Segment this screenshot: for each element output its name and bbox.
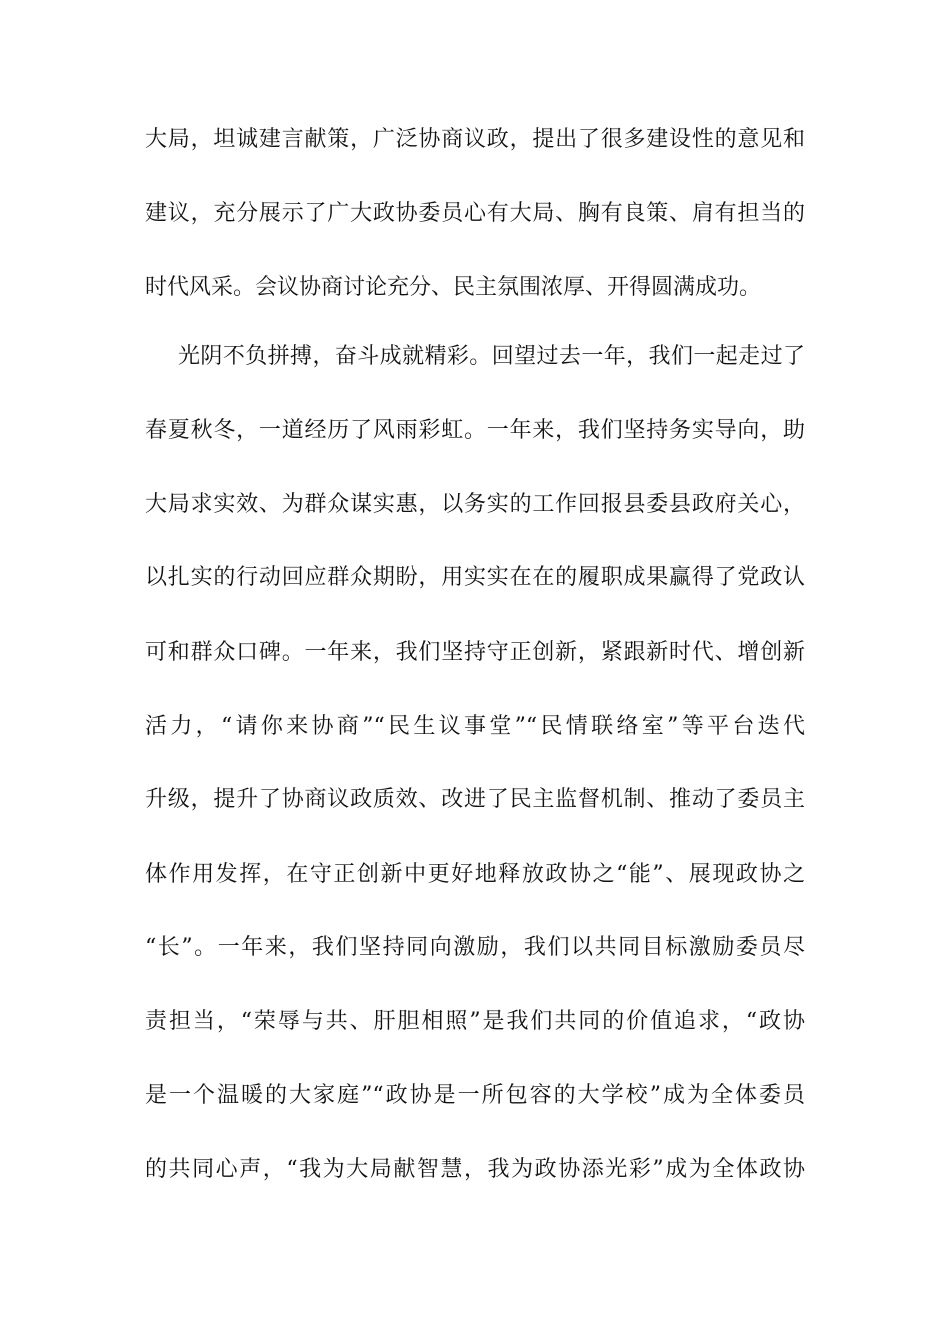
text-line: 春夏秋冬，一道经历了风雨彩虹。一年来，我们坚持务实导向，助 [145,418,805,443]
paragraph-first-line: 光阴不负拼搏，奋斗成就精彩。回望过去一年，我们一起走过了 [178,344,805,369]
text-line: 大局求实效、为群众谋实惠，以务实的工作回报县委县政府关心， [145,492,805,517]
text-line: 是一个温暖的大家庭”“政协是一所包容的大学校”成为全体委员 [145,1083,805,1108]
text-line: 的共同心声，“我为大局献智慧，我为政协添光彩”成为全体政协 [145,1157,805,1182]
text-line: 建议，充分展示了广大政协委员心有大局、胸有良策、肩有担当的 [145,201,805,226]
text-line: 体作用发挥，在守正创新中更好地释放政协之“能”、展现政协之 [145,862,805,887]
text-line: 可和群众口碑。一年来，我们坚持守正创新，紧跟新时代、增创新 [145,640,805,665]
text-line: “长”。一年来，我们坚持同向激励，我们以共同目标激励委员尽 [145,935,805,960]
text-line: 升级，提升了协商议政质效、改进了民主监督机制、推动了委员主 [145,787,805,812]
text-line: 活力，“请你来协商”“民生议事堂”“民情联络室”等平台迭代 [145,714,805,739]
text-line: 大局，坦诚建言献策，广泛协商议政，提出了很多建设性的意见和 [145,127,805,152]
text-line: 时代风采。会议协商讨论充分、民主氛围浓厚、开得圆满成功。 [145,275,762,300]
text-line: 责担当，“荣辱与共、肝胆相照”是我们共同的价值追求，“政协 [145,1009,805,1034]
text-line: 以扎实的行动回应群众期盼，用实实在在的履职成果赢得了党政认 [145,565,805,590]
